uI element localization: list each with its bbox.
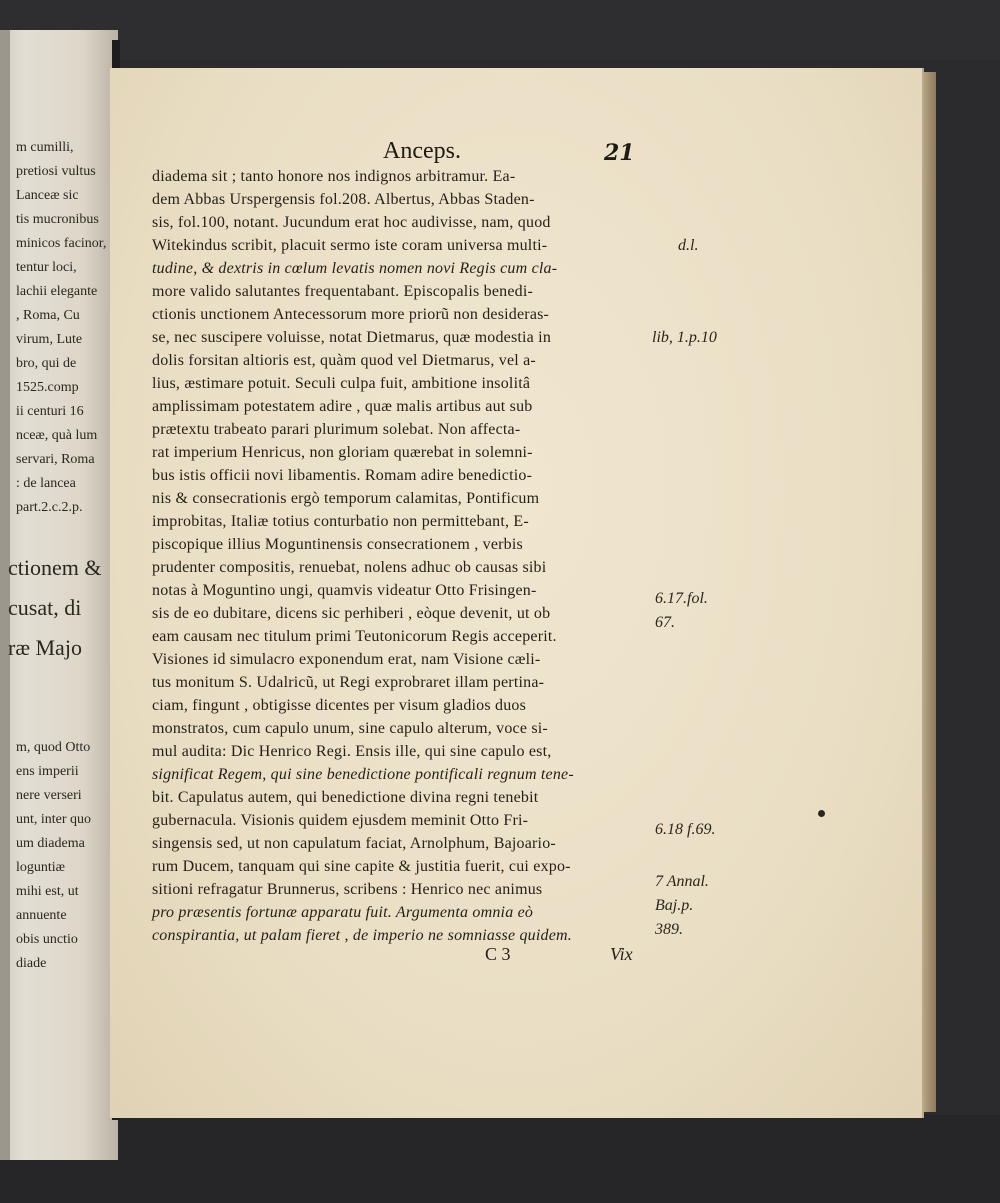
text-line: tudine, & dextris in cœlum levatis nomen novi Regis cum cla- [152, 260, 558, 277]
text-line: bit. Capulatus autem, qui benedictione divina regni tenebit [152, 789, 539, 806]
text-line: ctionis unctionem Antecessorum more priorũ non desideras- [152, 306, 550, 323]
margin-note: d.l. [678, 237, 699, 254]
scanner-backdrop-bottom [0, 1115, 1000, 1203]
text-line: rum Ducem, tanquam qui sine capite & justitia fuerit, cui expo- [152, 858, 571, 875]
margin-note: Baj.p. [655, 897, 694, 914]
facing-line: 1525.comp [16, 380, 79, 395]
facing-line: : de lancea [16, 476, 76, 491]
facing-line: ens imperii [16, 764, 79, 779]
facing-line: ctionem & [8, 555, 102, 580]
facing-line: m, quod Otto [16, 740, 91, 755]
text-line: piscopique illius Moguntinensis consecrationem , verbis [152, 536, 523, 553]
text-line: notas à Moguntino ungi, quamvis videatur Otto Frisingen- [152, 582, 537, 599]
text-line: Witekindus scribit, placuit sermo iste coram universa multi- [152, 237, 548, 254]
facing-line: m cumilli, [16, 140, 74, 155]
text-line: Visiones id simulacro exponendum erat, nam Visione cæli- [152, 651, 541, 668]
facing-line: cusat, di [8, 595, 82, 620]
facing-line: lachii elegante [16, 284, 98, 299]
facing-line: , Roma, Cu [16, 308, 80, 323]
margin-note: lib, 1.p.10 [652, 329, 717, 346]
catchword: Vix [610, 944, 633, 964]
signature-mark: C 3 [485, 944, 511, 964]
text-line: conspirantia, ut palam fieret , de imperio ne somniasse quidem. [152, 927, 572, 944]
text-line: significat Regem, qui sine benedictione pontificali regnum tene- [152, 766, 574, 783]
text-line: sitioni refragatur Brunnerus, scribens : Henrico nec animus [152, 881, 543, 898]
page-number: 21 [604, 140, 635, 166]
text-line: prætextu trabeato parari plurimum solebat. Non affecta- [152, 421, 521, 438]
facing-line: servari, Roma [16, 452, 95, 467]
facing-line: diade [16, 956, 47, 971]
margin-note: 67. [655, 614, 675, 631]
text-line: bus istis officii novi libamentis. Romam adire benedictio- [152, 467, 533, 484]
facing-line: obis unctio [16, 932, 78, 947]
margin-note: 7 Annal. [655, 873, 709, 890]
facing-line: minicos facinor, [16, 236, 107, 251]
text-line: ciam, fingunt , obtigisse dicentes per visum gladios duos [152, 697, 527, 714]
facing-line: ii centuri 16 [16, 404, 84, 419]
facing-line: nceæ, quà lum [16, 428, 98, 443]
facing-line: ræ Majo [8, 635, 82, 660]
facing-line: virum, Lute [16, 332, 83, 347]
running-title: Anceps. [383, 138, 461, 164]
text-line: prudenter compositis, renuebat, nolens adhuc ob causas sibi [152, 559, 547, 576]
facing-line: annuente [16, 908, 67, 923]
text-line: monstratos, cum capulo unum, sine capulo alterum, voce si- [152, 720, 548, 737]
text-line: more valido salutantes frequentabant. Episcopalis benedi- [152, 283, 534, 300]
facing-line: bro, qui de [16, 356, 77, 371]
text-line: dolis forsitan altioris est, quàm quod vel Dietmarus, vel a- [152, 352, 536, 369]
text-line: rat imperium Henricus, non gloriam quærebat in solemni- [152, 444, 533, 461]
text-line: amplissimam potestatem adire , quæ malis artibus aut sub [152, 398, 533, 415]
scanner-backdrop-top [0, 0, 1000, 60]
margin-note: 6.17.fol. [655, 590, 708, 607]
text-line: singensis sed, ut non capulatum faciat, Arnolphum, Bajoario- [152, 835, 556, 852]
text-line: lius, æstimare potuit. Seculi culpa fuit, ambitione insolitâ [152, 375, 531, 392]
facing-line: unt, inter quo [16, 812, 92, 827]
facing-line: um diadema [16, 836, 85, 851]
facing-line: tis mucronibus [16, 212, 99, 227]
text-line: eam causam nec titulum primi Teutonicorum Regis acceperit. [152, 628, 557, 645]
facing-line: nere verseri [16, 788, 82, 803]
facing-line: pretiosi vultus [16, 164, 96, 179]
text-line: improbitas, Italiæ totius conturbatio non permittebant, E- [152, 513, 529, 530]
text-line: sis, fol.100, notant. Jucundum erat hoc audivisse, nam, quod [152, 214, 551, 231]
text-line: diadema sit ; tanto honore nos indignos arbitramur. Ea- [152, 168, 516, 185]
text-line: nis & consecrationis ergò temporum calamitas, Pontificum [152, 490, 540, 507]
text-line: dem Abbas Urspergensis fol.208. Albertus, Abbas Staden- [152, 191, 535, 208]
facing-line: mihi est, ut [16, 884, 79, 899]
margin-note: 389. [655, 921, 683, 938]
text-line: pro præsentis fortunæ apparatu fuit. Argumenta omnia eò [152, 904, 534, 921]
facing-line: part.2.c.2.p. [16, 500, 83, 515]
text-line: mul audita: Dic Henrico Regi. Ensis ille, qui sine capulo est, [152, 743, 552, 760]
ink-spot [818, 810, 825, 817]
margin-note: 6.18 f.69. [655, 821, 716, 838]
text-line: sis de eo dubitare, dicens sic perhiberi , eòque devenit, ut ob [152, 605, 551, 622]
text-line: gubernacula. Visionis quidem ejusdem meminit Otto Fri- [152, 812, 529, 829]
text-line: se, nec suscipere voluisse, notat Dietmarus, quæ modestia in [152, 329, 552, 346]
text-line: tus monitum S. Udalricũ, ut Regi exprobraret illam pertina- [152, 674, 545, 691]
facing-page-fragment [0, 30, 118, 1160]
facing-line: Lanceæ sic [16, 188, 79, 203]
facing-line: tentur loci, [16, 260, 77, 275]
facing-line: loguntiæ [16, 860, 66, 875]
